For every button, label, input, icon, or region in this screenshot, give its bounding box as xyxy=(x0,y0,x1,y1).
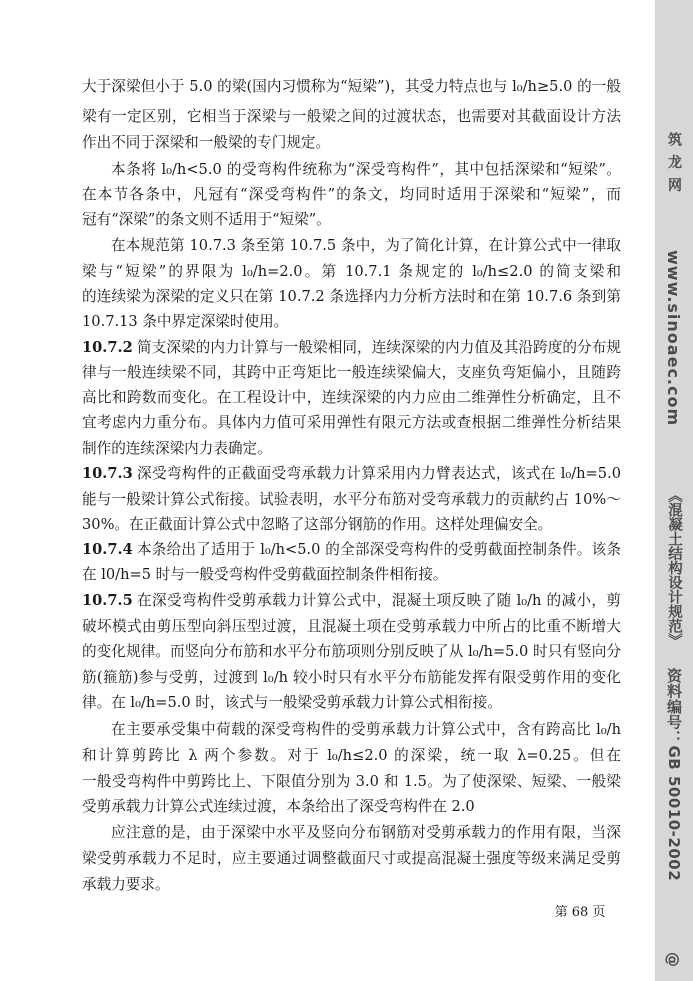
text-line: 的变化规律。而竖向分布筋和水平分布筋项则分别反映了从 l₀/h=5.0 时只有竖向分 xyxy=(82,643,621,660)
text-line: 梁受剪承载力不足时，应主要通过调整截面尺寸或提高混凝土强度等级来满足受剪 xyxy=(82,850,621,867)
text-line: 制作的连续深梁内力表确定。 xyxy=(82,440,272,457)
text-line: 能与一般梁计算公式衔接。试验表明，水平分布筋对受弯承载力的贡献约占 10%～ xyxy=(82,491,621,508)
text-line: 作出不同于深梁和一般梁的专门规定。 xyxy=(82,134,331,151)
section-text: 深受弯构件的正截面受弯承载力计算采用内力臂表达式，该式在 l₀/h=5.0 xyxy=(137,465,621,482)
text-line: 10.7.13 条中界定深梁时使用。 xyxy=(82,313,289,330)
page-number: 第 68 页 xyxy=(554,905,606,920)
text-line xyxy=(82,337,621,359)
text-line: 梁与“短梁”的界限为 l₀/h=2.0。第 10.7.1 条规定的 l₀/h≤2.0 的简支梁和 xyxy=(82,263,621,280)
text-line: 本条将 l₀/h<5.0 的受弯构件统称为“深受弯构件”，其中包括深梁和“短梁”。 xyxy=(111,161,621,178)
watermark-sidebar xyxy=(655,0,693,981)
section-text: 在深受弯构件受剪承载力计算公式中，混凝土项反映了随 l₀/h 的减小，剪 xyxy=(137,592,621,609)
book-title: 《混凝土结构设计规范》 xyxy=(666,488,682,648)
text-line xyxy=(82,590,621,612)
text-line xyxy=(82,539,621,561)
text-line: 在主要承受集中荷载的深受弯构件的受剪承载力计算公式中，含有跨高比 l₀/h xyxy=(111,721,621,738)
text-line: 在本节各条中，凡冠有“深受弯构件”的条文，均同时适用于深梁和“短梁”，而 xyxy=(82,186,621,203)
section-number: 10.7.4 xyxy=(82,541,133,558)
text-line: 和计算剪跨比 λ 两个参数。对于 l₀/h≤2.0 的深梁，统一取 λ=0.25。但在 xyxy=(82,747,621,764)
text-line: 律与一般连续梁不同，其跨中正弯矩比一般连续梁偏大，支座负弯矩偏小，且随跨 xyxy=(82,364,621,381)
text-line: 冠有“深梁”的条文则不适用于“短梁”。 xyxy=(82,211,331,228)
text-line: 一般受弯构件中剪跨比上、下限值分别为 3.0 和 1.5。为了使深梁、短梁、一般梁 xyxy=(82,773,621,790)
text-line: 梁有一定区别，它相当于深梁与一般梁之间的过渡状态，也需要对其截面设计方法 xyxy=(82,108,621,125)
text-line: 在 l0/h=5 时与一般受弯构件受剪截面控制条件相衔接。 xyxy=(82,566,448,583)
text-line: 受剪承载力计算公式连续过渡，本条给出了深受弯构件在 2.0 xyxy=(82,798,475,815)
text-line: 承载力要求。 xyxy=(82,876,170,893)
text-line: 筋(箍筋)参与受剪，过渡到 l₀/h 较小时只有水平分布筋能发挥有限受剪作用的变化 xyxy=(82,669,621,686)
text-line: 高比和跨数而变化。在工程设计中，连续深梁的内力应由二维弹性分析确定，且不 xyxy=(82,389,621,406)
section-number: 10.7.5 xyxy=(82,592,133,609)
text-line: 破坏模式由剪压型向斜压型过渡，且混凝土项在受剪承载力中所占的比重不断增大 xyxy=(82,618,621,635)
text-line: 的连续梁为深梁的定义只在第 10.7.2 条选择内力分析方法时和在第 10.7.6 条到第 xyxy=(82,288,621,305)
site-url: www.sinoaec.com xyxy=(664,250,683,427)
section-text: 简支深梁的内力计算与一般梁相同，连续深梁的内力值及其沿跨度的分布规 xyxy=(137,339,621,356)
section-text: 本条给出了适用于 l₀/h<5.0 的全部深受弯构件的受剪截面控制条件。该条 xyxy=(137,541,621,558)
text-line: 在本规范第 10.7.3 条至第 10.7.5 条中，为了简化计算，在计算公式中一律取 xyxy=(111,237,621,254)
text-line: 应注意的是，由于深梁中水平及竖向分布钢筋对受剪承载力的作用有限，当深 xyxy=(111,824,621,841)
text-line: 宜考虑内力重分布。具体内力值可采用弹性有限元方法或查根据二维弹性分析结果 xyxy=(82,414,621,431)
text-line: 大于深梁但小于 5.0 的梁(国内习惯称为“短梁”)，其受力特点也与 l₀/h≥5.0 的一般 xyxy=(82,78,621,95)
text-line: 律。在 l₀/h=5.0 时，该式与一般梁受剪承载力计算公式相衔接。 xyxy=(82,694,502,711)
document-code: 资料编号：GB 50010-2002 xyxy=(665,668,683,882)
at-mark: @ xyxy=(664,952,682,967)
section-number: 10.7.3 xyxy=(82,465,133,482)
text-line: 30%。在正截面计算公式中忽略了这部分钢筋的作用。这样处理偏安全。 xyxy=(82,516,553,533)
text-line xyxy=(82,463,621,485)
site-name: 筑 龙 网 xyxy=(666,132,682,194)
section-number: 10.7.2 xyxy=(82,339,133,356)
